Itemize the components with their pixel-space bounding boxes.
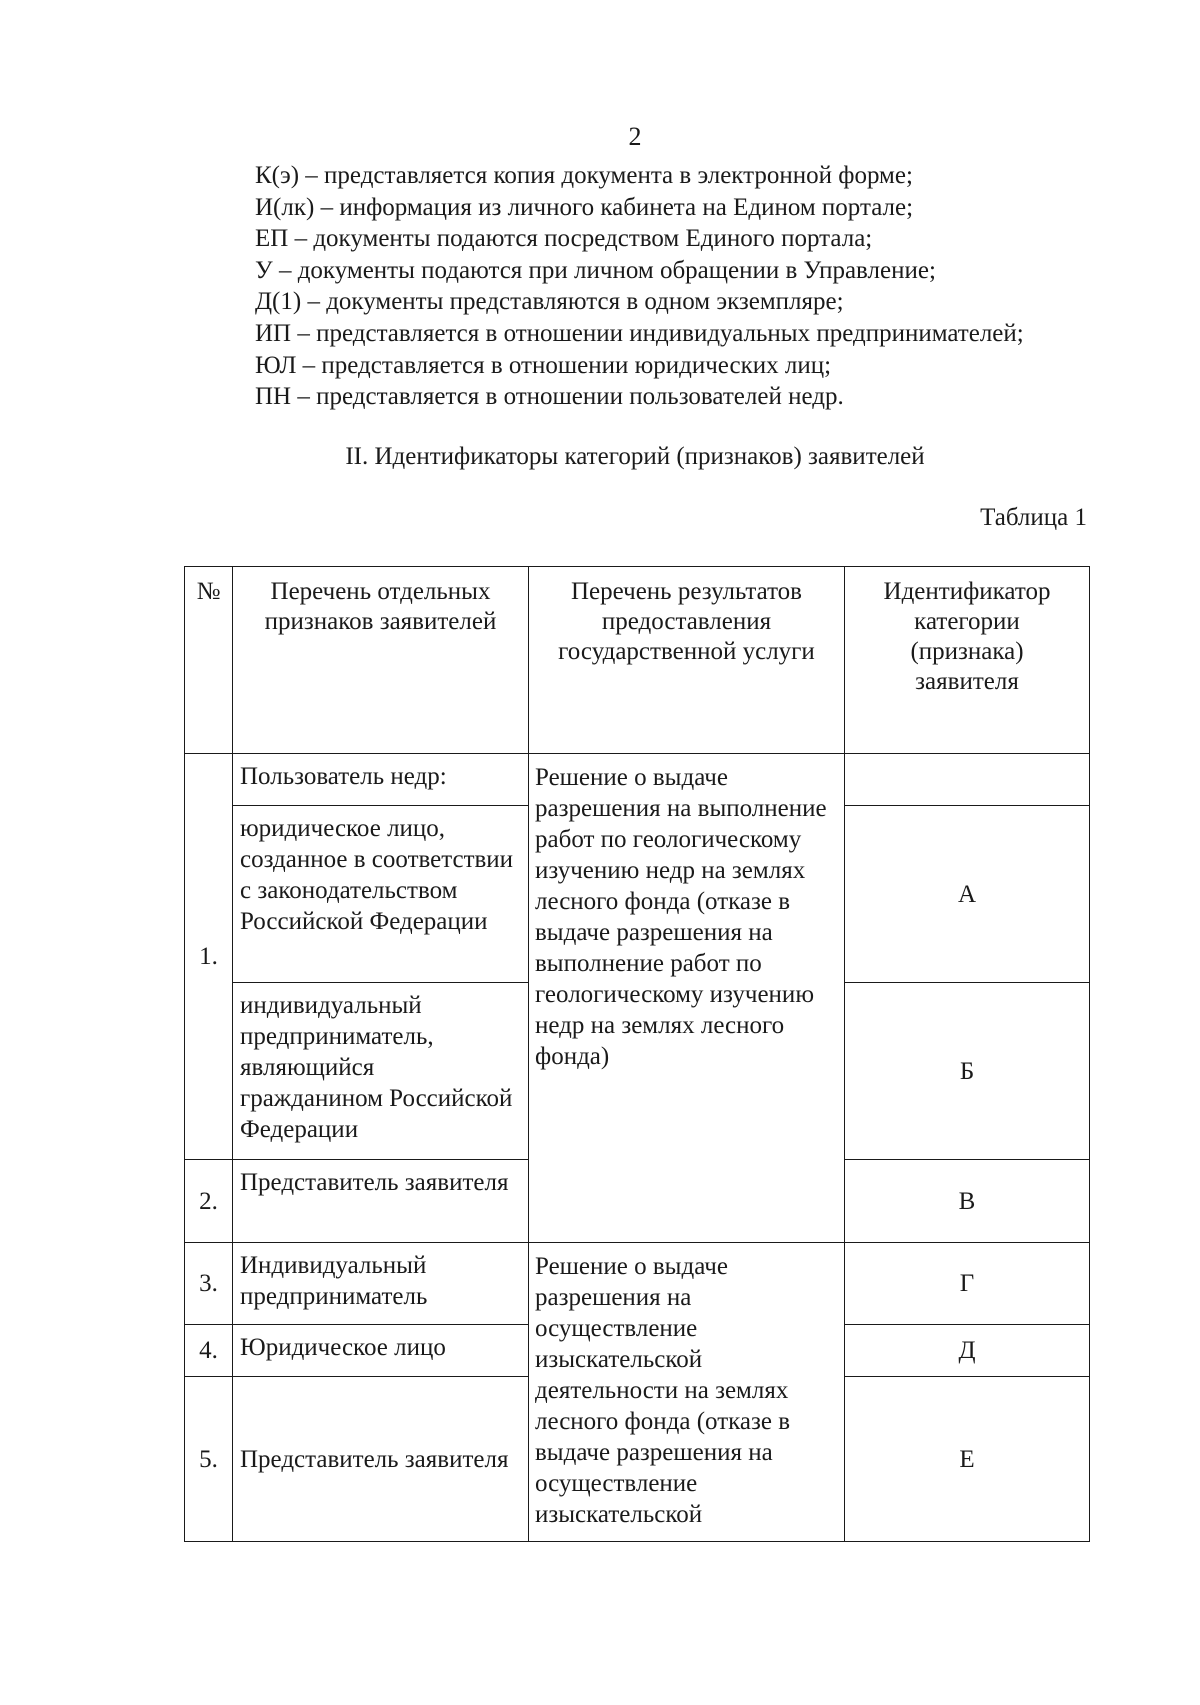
row-number: 2. [185,1160,233,1243]
applicant-sign-cell: Представитель заявителя [233,1377,529,1542]
header-identifier-text: Идентификатор категории (признака) заявителя [883,578,1051,695]
identifier-cell: Е [845,1377,1090,1542]
identifier-cell [845,754,1090,806]
abbreviation-list [255,160,1024,413]
header-results [529,567,845,754]
table-row [185,1243,1090,1325]
table-label: Таблица 1 [980,504,1087,531]
applicant-categories-table [184,566,1090,1542]
list-item: К(э) – представляется копия документа в электронной форме; [255,162,913,189]
header-identifier [845,567,1090,754]
row-number: 5. [185,1377,233,1542]
list-item: ИП – представляется в отношении индивидуальных предпринимателей; [255,319,1024,347]
applicant-sign-cell: Пользователь недр: [233,754,529,806]
applicant-sign-cell: Юридическое лицо [233,1325,529,1377]
table-row [185,754,1090,806]
identifier-cell: А [845,806,1090,983]
identifier-cell: Г [845,1243,1090,1325]
list-item: У – документы подаются при личном обращении в Управление; [255,256,936,284]
header-signs-text: Перечень отдельных признаков заявителей [264,578,497,635]
header-number: № [185,567,233,754]
list-item: ЮЛ – представляется в отношении юридических лиц; [255,351,832,379]
applicant-sign-cell: Индивидуальный предприниматель [233,1243,529,1325]
identifier-cell: Д [845,1325,1090,1377]
list-item: ПН – представляется в отношении пользователей недр. [255,383,844,411]
applicant-sign-cell: индивидуальный предприниматель, являющийся гражданином Российской Федерации [233,983,529,1160]
identifier-cell: В [845,1160,1090,1243]
row-number: 1. [185,754,233,1160]
table-header-row [185,567,1090,754]
header-signs [233,567,529,754]
row-number: 4. [185,1325,233,1377]
applicant-sign-cell: юридическое лицо, созданное в соответствии с законодательством Российской Федерации [233,806,529,983]
header-results-text: Перечень результатов предоставления государственной услуги [558,578,815,665]
applicant-sign-cell: Представитель заявителя [233,1160,529,1243]
identifier-cell: Б [845,983,1090,1160]
page-number: 2 [628,122,642,151]
row-number: 3. [185,1243,233,1325]
list-item: ЕП – документы подаются посредством Единого портала; [255,225,873,253]
section-heading: II. Идентификаторы категорий (признаков) заявителей [345,443,925,470]
result-cell: Решение о выдаче разрешения на осуществление изыскательской деятельности на землях лесного фонда (отказе в выдаче разрешения на осуществление изыскательской [529,1243,845,1542]
list-item: Д(1) – документы представляются в одном экземпляре; [255,288,844,316]
result-cell: Решение о выдаче разрешения на выполнение работ по геологическому изучению недр на землях лесного фонда (отказе в выдаче разрешения на выполнение работ по геологическому изучению недр на землях лесного фонда) [529,754,845,1243]
list-item: И(лк) – информация из личного кабинета на Едином портале; [255,193,914,221]
